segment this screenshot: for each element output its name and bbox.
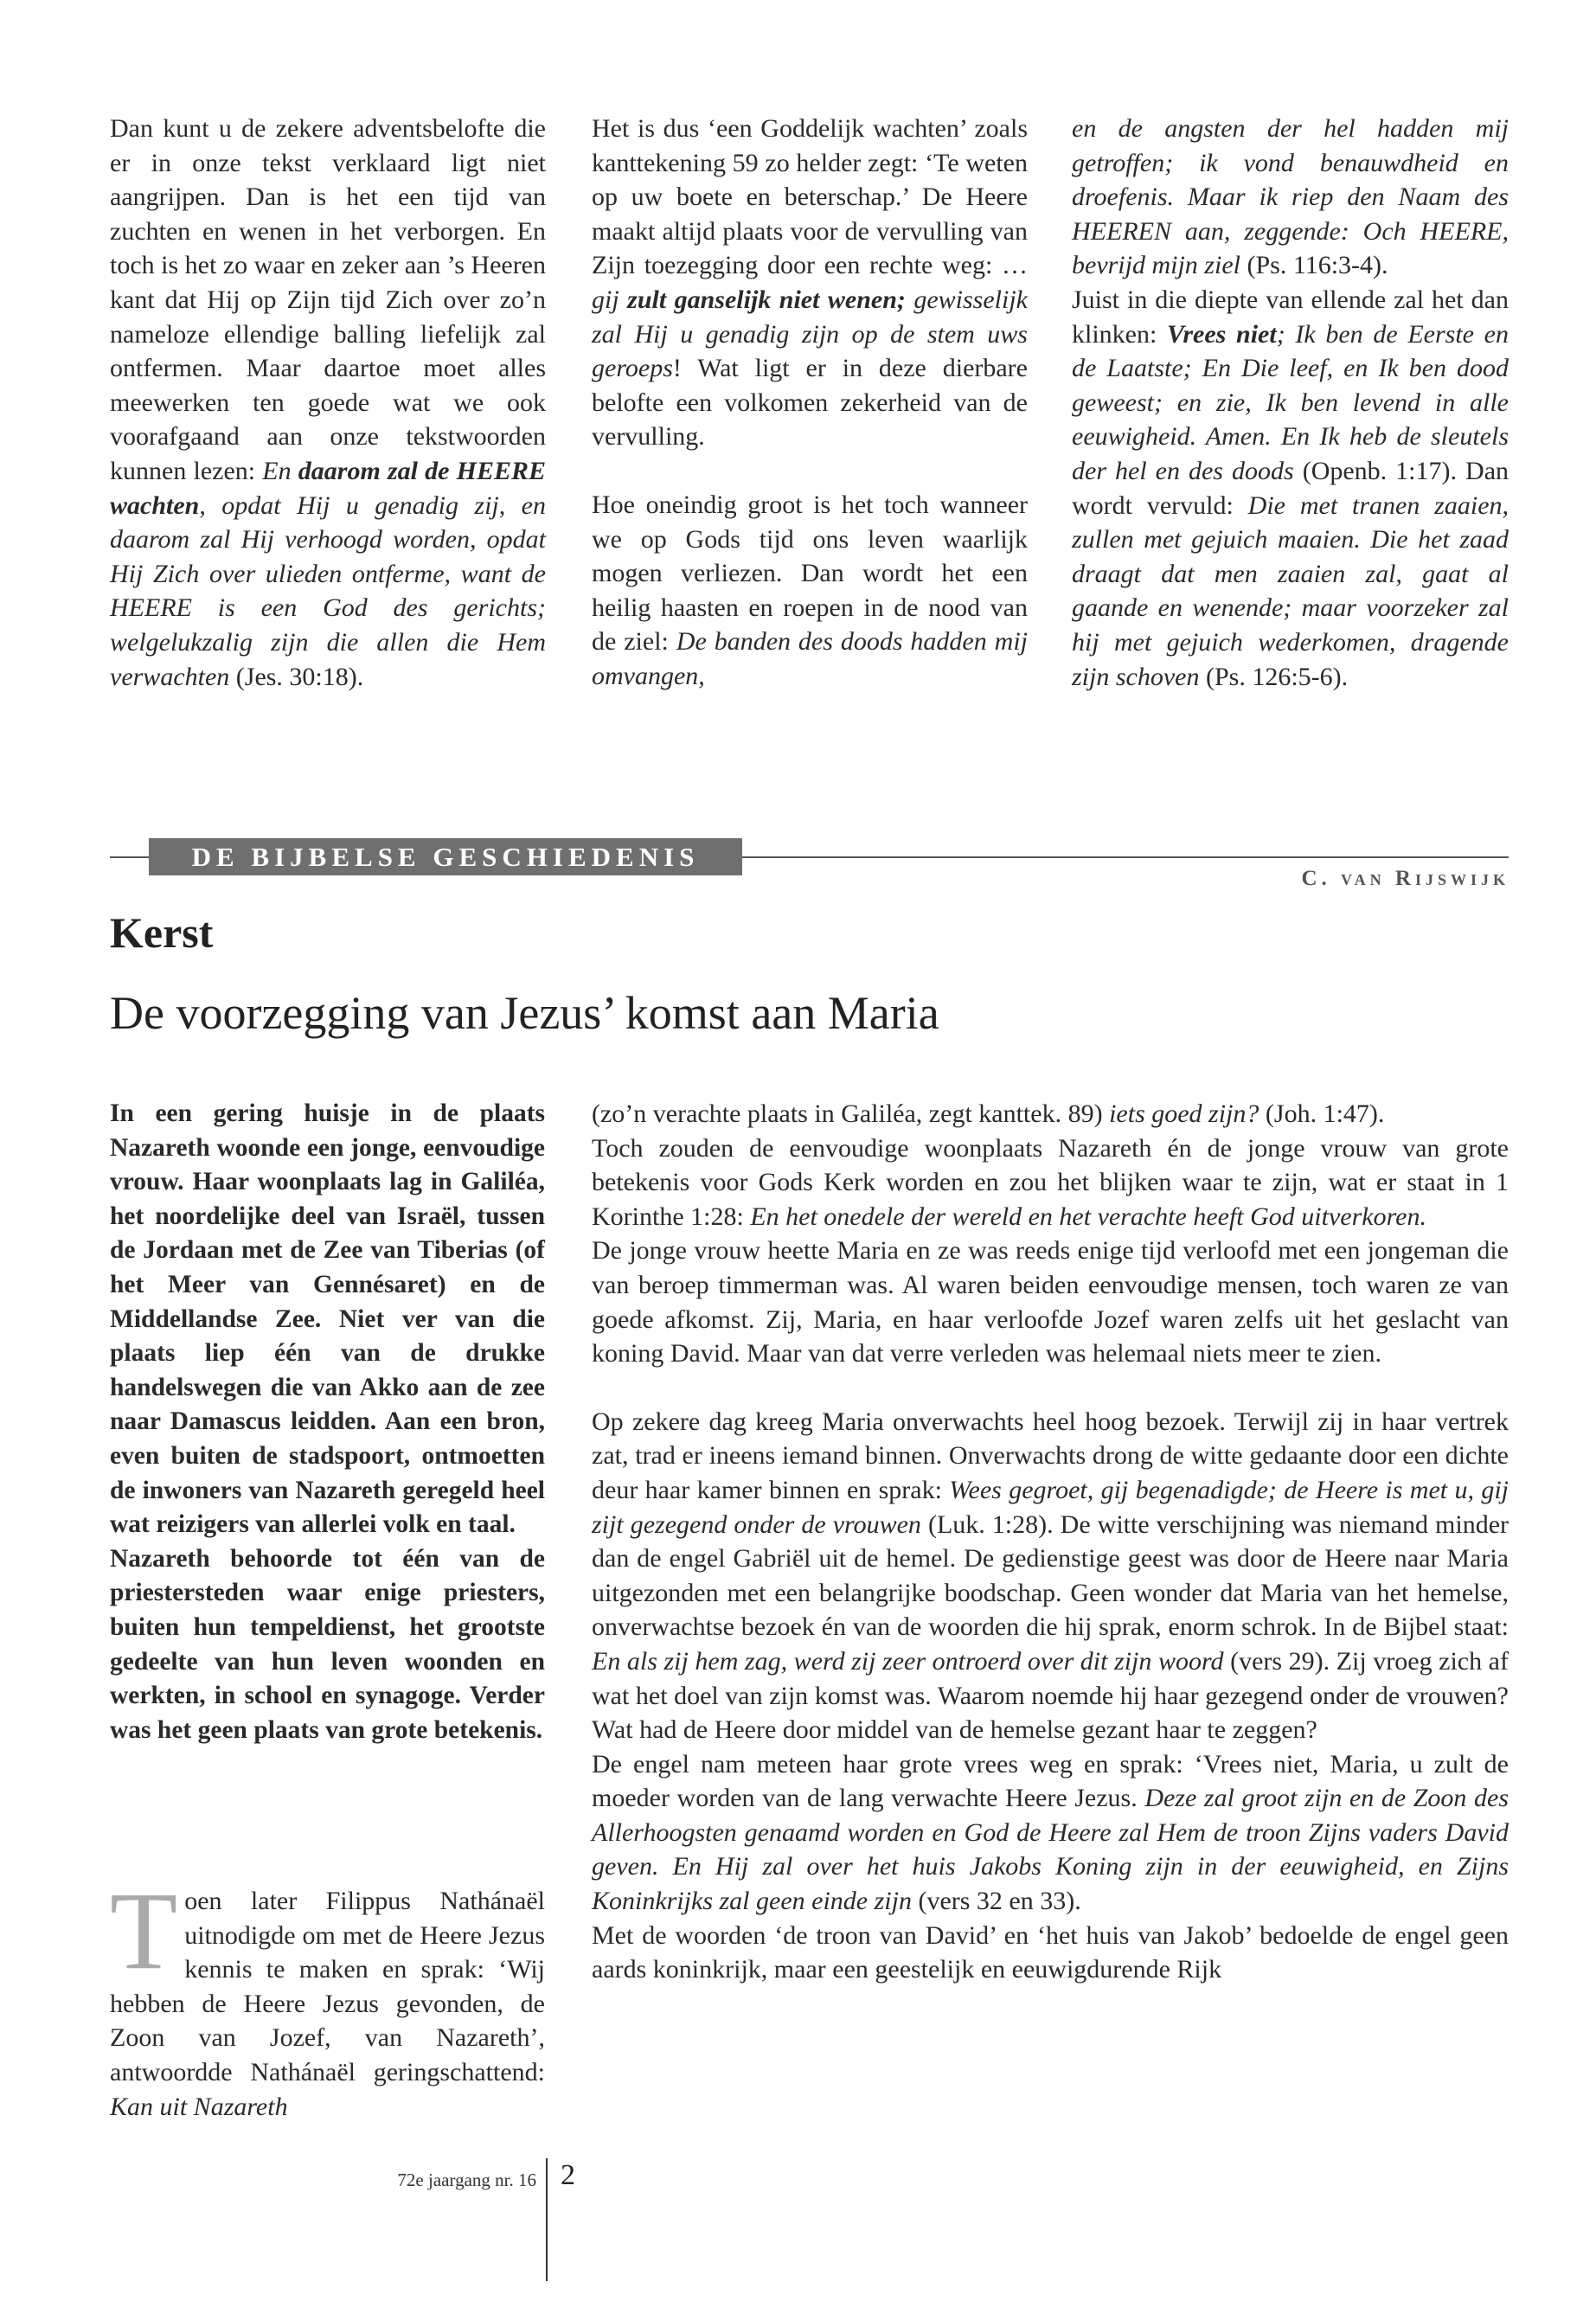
text-run: Kan uit Nazareth	[110, 2092, 288, 2121]
text-run: (vers 29). Zij vroeg zich af wat het doel van zijn komst was. Waarom noemde hij haar gezegend onder de vrouwen? Wat had de Heere door middel van de hemelse gezant haar te zeggen?	[592, 1646, 1509, 1745]
text-run: Juist in die diepte van ellende zal het dan klinken:	[1072, 285, 1509, 349]
body-paragraph	[110, 1869, 545, 2124]
section-label: DE BIJBELSE GESCHIEDENIS	[149, 838, 742, 875]
top-paragraph	[592, 488, 1028, 694]
footer-volume: 72e jaargang nr. 16	[397, 2170, 536, 2190]
text-run: De jonge vrouw heette Maria en ze was reeds enige tijd verloofd met een jongeman die van beroep timmerman was. Al waren beiden eenvoudige mensen, toch waren ze van goede afkomst. Zij, Maria, en haar verloofde Jozef waren zelfs uit het geslacht van koning David. Maar van dat verre verleden was helemaal niets meer te zien.	[592, 1236, 1509, 1368]
text-run: , opdat Hij u genadig zij, en daarom zal Hij verhoogd worden, opdat Hij Zich over ulieden ontferme, want de HEERE is een God des gerichts; welgelukzalig zijn die allen die Hem verwachten	[110, 490, 546, 691]
text-run: Die met tranen zaaien, zullen met gejuich maaien. Die het zaad draagt dat men zaaien zal, gaat al gaande en wenende; maar voorzeker zal hij met gejuich wederkomen, dragende zijn schoven	[1072, 490, 1509, 691]
body-paragraph	[592, 1234, 1509, 1370]
author-byline: C. van Rijswijk	[1301, 867, 1509, 890]
text-run: gij	[592, 285, 628, 314]
text-run: Wees gegroet, gij begenadigde; de Heere is met u, gij zijt gezegend onder de vrouwen	[592, 1475, 1509, 1539]
text-run: iets goed zijn?	[1109, 1099, 1259, 1128]
text-run: En het onedele der wereld en het verachte heeft God uitverkoren.	[750, 1202, 1426, 1231]
text-run: (Jes. 30:18).	[229, 662, 364, 691]
article-subtitle: De voorzegging van Jezus’ komst aan Maria	[110, 987, 939, 1039]
text-run: (Openb. 1:17). Dan wordt vervuld:	[1072, 456, 1509, 520]
text-run: gewisselijk zal Hij u genadig zijn op de stem uws geroeps	[592, 285, 1028, 383]
body-paragraph	[592, 1097, 1509, 1131]
text-run: ; Ik ben de Eerste en de Laatste; En Die leef, en Ik ben dood geweest; en zie, Ik ben levend in alle eeuwigheid. Amen. En Ik heb de sleutels der hel en des doods	[1072, 319, 1509, 485]
text-run: Dan kunt u de zekere adventsbelofte die er in onze tekst verklaard ligt niet aangrijpen. Dan is het een tijd van zuchten en wenen in het verborgen. En toch is het zo waar en zeker aan ’s Heeren kant dat Hij op Zijn tijd Zich over zo’n nameloze ellendige balling liefelijk zal ontfermen. Maar daartoe moet alles meewerken ten goede wat we ook voorafgaand aan onze tekstwoorden kunnen lezen:	[110, 114, 546, 485]
drop-cap: T	[110, 1869, 178, 1992]
text-run: De engel nam meteen haar grote vrees weg en sprak: ‘Vrees niet, Maria, u zult de moeder worden van de lang verwachte Heere Jezus.	[592, 1749, 1509, 1813]
text-run: (zo’n verachte plaats in Galiléa, zegt kanttek. 89)	[592, 1099, 1110, 1128]
text-run: Toch zouden de eenvoudige woonplaats Nazareth én de jonge vrouw van grote betekenis voor Gods Kerk worden en zou het blijken waar te zijn, wat er staat in 1 Korinthe 1:28:	[592, 1133, 1509, 1231]
article-intro	[110, 1097, 545, 1747]
top-paragraph	[110, 112, 546, 694]
text-run: Vrees niet	[1167, 319, 1277, 349]
text-run: (Ps. 126:5-6).	[1199, 662, 1349, 691]
article-title: Kerst	[110, 908, 214, 957]
article-body-left	[110, 1869, 545, 2124]
page-number: 2	[561, 2159, 575, 2191]
article-body-right	[592, 1097, 1509, 1987]
text-run: zult ganselijk niet wenen;	[627, 285, 906, 314]
text-run: De banden des doods hadden mij omvangen,	[592, 627, 1028, 690]
text-run: En als zij hem zag, werd zij zeer ontroerd over dit zijn woord	[592, 1646, 1224, 1676]
text-run: (Joh. 1:47).	[1259, 1099, 1385, 1128]
top-column-2	[592, 112, 1028, 694]
text-run: oen later Filippus Nathánaël uitnodigde om met de Heere Jezus kennis te maken en sprak: ‘Wij hebben de Heere Jezus gevonden, de Zoon van Jozef, van Nazareth’, antwoordde Nathánaël geringschattend:	[110, 1887, 545, 2086]
text-run: Deze zal groot zijn en de Zoon des Allerhoogsten genaamd worden en God de Heere zal Hem de troon Zijns vaders David geven. En Hij zal over het huis Jakobs Koning zijn in der eeuwigheid, en Zijns Koninkrijks zal geen einde zijn	[592, 1784, 1509, 1916]
top-paragraph	[1072, 283, 1509, 694]
intro-paragraph: Nazareth behoorde tot één van de priestersteden waar enige priesters, buiten hun tempeldienst, het grootste gedeelte van hun leven woonden en werkten, in school en synagoge. Verder was het geen plaats van grote betekenis.	[110, 1544, 545, 1744]
text-run: En	[262, 456, 298, 485]
body-paragraph	[592, 1747, 1509, 1919]
top-paragraph	[592, 112, 1028, 454]
top-column-3	[1072, 112, 1509, 694]
text-run: Op zekere dag kreeg Maria onverwachts heel hoog bezoek. Terwijl zij in haar vertrek zat, trad er ineens iemand binnen. Onverwachts drong de witte gedaante door een dichte deur haar kamer binnen en sprak:	[592, 1407, 1509, 1504]
text-run: ! Wat ligt er in deze dierbare belofte een volkomen zekerheid van de vervulling.	[592, 354, 1028, 452]
body-paragraph	[592, 1131, 1509, 1234]
text-run: daarom zal de HEERE wachten	[110, 456, 546, 520]
top-paragraph	[1072, 112, 1509, 283]
text-run: (vers 32 en 33).	[911, 1887, 1081, 1916]
footer-divider	[546, 2158, 548, 2281]
text-run: en de angsten der hel hadden mij getroffen; ik vond benauwdheid en droefenis. Maar ik riep den Naam des HEEREN aan, zeggende: Och HEERE, bevrijd mijn ziel	[1072, 114, 1509, 280]
text-run: (Luk. 1:28). De witte verschijning was niemand minder dan de engel Gabriël uit de hemel. De gedienstige geest was door de Heere naar Maria uitgezonden met een belangrijke boodschap. Geen wonder dat Maria van het hemelse, onverwachtse bezoek én van de woorden die hij sprak, enorm schrok. In de Bijbel staat:	[592, 1509, 1509, 1642]
text-run: (Ps. 116:3-4).	[1240, 251, 1388, 280]
body-paragraph	[592, 1919, 1509, 1987]
body-paragraph	[592, 1405, 1509, 1747]
text-run: Het is dus ‘een Goddelijk wachten’ zoals kanttekening 59 zo helder zegt: ‘Te weten op uw boete en beterschap.’ De Heere maakt altijd plaats voor de vervulling van Zijn toezegging door een rechte weg: …	[592, 114, 1028, 280]
intro-paragraph: In een gering huisje in de plaats Nazareth woonde een jonge, eenvoudige vrouw. Haar woonplaats lag in Galiléa, het noordelijke deel van Israël, tussen de Jordaan met de Zee van Tiberias (of het Meer van Gennésaret) en de Middellandse Zee. Niet ver van die plaats liep één van de drukke handelswegen die van Akko aan de zee naar Damascus leidden. Aan een bron, even buiten de stadspoort, ontmoetten de inwoners van Nazareth geregeld heel wat reizigers van allerlei volk en taal.	[110, 1099, 545, 1539]
top-column-1	[110, 112, 546, 694]
text-run: Met de woorden ‘de troon van David’ en ‘het huis van Jakob’ bedoelde de engel geen aards koninkrijk, maar een geestelijk en eeuwigdurende Rijk	[592, 1920, 1509, 1984]
text-run: Hoe oneindig groot is het toch wanneer we op Gods tijd ons leven waarlijk mogen verliezen. Dan wordt het een heilig haasten en roepen in de nood van de ziel:	[592, 490, 1028, 657]
